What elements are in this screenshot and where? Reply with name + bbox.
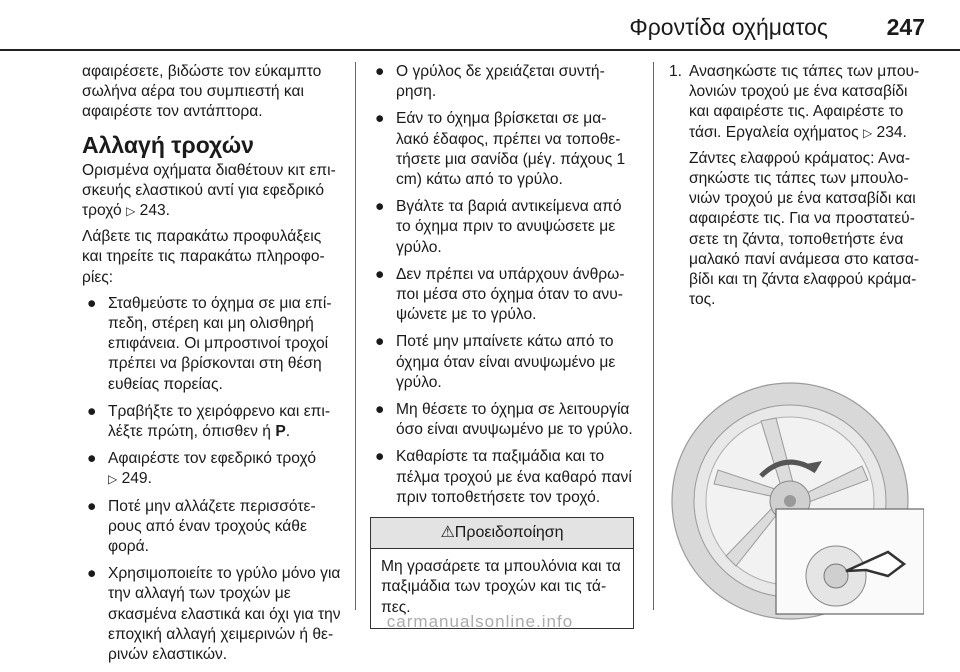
page-ref-link[interactable]: 249. bbox=[121, 470, 152, 488]
column-divider bbox=[355, 62, 356, 610]
wheel-cap-removal-illustration bbox=[666, 326, 924, 626]
page-ref-link[interactable]: 234. bbox=[876, 123, 907, 141]
list-item-text: Ποτέ μην αλλάζετε περισσότερους από έναν τροχούς κάθε φορά. bbox=[108, 497, 316, 556]
bullet-icon: ● bbox=[87, 450, 97, 468]
header-title: Φροντίδα οχήματος bbox=[629, 14, 828, 40]
bullet-icon: ● bbox=[375, 110, 385, 128]
list-item bbox=[82, 449, 344, 489]
list-item-text: Ποτέ μην μπαίνετε κάτω από το όχημα όταν είναι ανυψωμένο με γρύλο. bbox=[396, 333, 616, 391]
paragraph-kit bbox=[82, 161, 344, 222]
detail-bolt bbox=[824, 564, 848, 588]
bullet-icon: ● bbox=[375, 333, 385, 351]
list-item bbox=[370, 265, 634, 326]
list-item bbox=[370, 197, 634, 258]
bullet-icon: ● bbox=[375, 198, 385, 216]
paragraph-precautions: Λάβετε τις παρακάτω προφυλάξεις και τηρείτε τις παρακάτω πληροφορίες: bbox=[82, 228, 325, 286]
list-item-text: Χρησιμοποιείτε το γρύλο μόνο για την αλλαγή των τροχών με σκασμένα ελαστικά και όχι για την εποχική αλλαγή χειμερινών ή θερινών ελαστικών. bbox=[108, 565, 341, 664]
bullet-icon: ● bbox=[87, 497, 97, 515]
bullet-icon: ● bbox=[375, 63, 385, 80]
list-item-text: Τραβήξτε το χειρόφρενο και επιλέξτε πρώτη, όπισθεν ή bbox=[108, 402, 331, 441]
bullet-icon: ● bbox=[375, 448, 385, 466]
gear-p-label: P bbox=[275, 423, 286, 441]
step-number: 1. bbox=[669, 63, 683, 80]
list-item bbox=[370, 332, 634, 393]
bullet-icon: ● bbox=[87, 402, 97, 420]
list-item-text: Αφαιρέστε τον εφεδρικό τροχό bbox=[108, 450, 316, 468]
page-ref-arrow-icon: ▷ bbox=[126, 204, 136, 219]
column-middle bbox=[370, 62, 634, 629]
list-item bbox=[370, 109, 634, 190]
step-subtext: Ζάντες ελαφρού κράματος: Ανασηκώστε τις τάπες των μπουλονιών τροχού με ένα κατσαβίδι και αφαιρέστε τις. Για να προστατεύσετε τη ζάντα, τοποθετήστε ένα μαλακό πανί ανάμεσα στο κατσαβίδι και τη ζάντα ελαφρού κράματος. bbox=[689, 149, 920, 309]
page-ref-link[interactable]: 243. bbox=[139, 202, 171, 220]
list-item-text: Μη θέσετε το όχημα σε λειτουργία όσο είναι ανυψωμένο με το γρύλο. bbox=[396, 401, 633, 439]
list-item-text: Καθαρίστε τα παξιμάδια και το πέλμα τροχού με ένα καθαρό πανί πριν τοποθετήσετε τον τροχό. bbox=[396, 448, 632, 506]
warning-title: Προειδοποίηση bbox=[454, 524, 564, 542]
page-ref-arrow-icon: ▷ bbox=[862, 125, 873, 140]
column-divider bbox=[653, 62, 654, 610]
page-ref-arrow-icon: ▷ bbox=[108, 472, 118, 487]
jack-precautions-list bbox=[370, 62, 634, 508]
page-header bbox=[0, 0, 960, 52]
bullet-icon: ● bbox=[375, 265, 385, 283]
watermark: carmanualsonline.info bbox=[386, 612, 574, 631]
warning-text: Μη γρασάρετε τα μπουλόνια και τα παξιμάδια των τροχών και τις τάπες. bbox=[381, 558, 621, 616]
column-right bbox=[669, 62, 931, 626]
list-item-text: Βγάλτε τα βαριά αντικείμενα από το όχημα πριν το ανυψώσετε με γρύλο. bbox=[396, 198, 622, 256]
hub-center bbox=[784, 495, 796, 507]
intro-paragraph: αφαιρέσετε, βιδώστε τον εύκαμπτο σωλήνα αέρα του συμπιεστή και αφαιρέστε τον αντάπτορα. bbox=[82, 63, 322, 121]
section-heading: Αλλαγή τροχών bbox=[82, 131, 254, 158]
paragraph-kit-text: Ορισμένα οχήματα διαθέτουν κιτ επισκευής ελαστικού αντί για εφεδρικό τροχό bbox=[82, 161, 336, 220]
warning-header bbox=[371, 518, 633, 549]
list-item bbox=[370, 447, 634, 508]
list-item bbox=[370, 62, 634, 102]
list-item-end: . bbox=[285, 423, 291, 441]
list-item bbox=[82, 402, 344, 442]
list-item bbox=[82, 294, 344, 395]
step-1 bbox=[669, 62, 931, 310]
step-text: Ανασηκώστε τις τάπες των μπουλονιών τροχού με ένα κατσαβίδι και αφαιρέστε τις. Αφαιρέστε το τάσι. Εργαλεία οχήματος bbox=[689, 63, 920, 141]
header-rule bbox=[0, 49, 960, 51]
precautions-list bbox=[82, 294, 344, 665]
list-item-text: Σταθμεύστε το όχημα σε μια επίπεδη, στέρεη και μη ολισθηρή επιφάνεια. Οι μπροστινοί τροχοί πρέπει να βρίσκονται στη θέση ευθείας πορείας. bbox=[108, 294, 332, 393]
list-item-text: Ο γρύλος δε χρειάζεται συντήρηση. bbox=[396, 63, 605, 101]
list-item bbox=[82, 497, 344, 558]
bullet-icon: ● bbox=[87, 294, 97, 312]
warning-triangle-icon: ⚠ bbox=[440, 524, 455, 542]
list-item bbox=[370, 400, 634, 440]
column-left bbox=[82, 62, 344, 672]
list-item-text: Εάν το όχημα βρίσκεται σε μαλακό έδαφος, πρέπει να τοποθετήσετε μια σανίδα (μέγ. πάχους 1 cm) κάτω από το γρύλο. bbox=[396, 110, 626, 189]
bullet-icon: ● bbox=[87, 565, 97, 583]
page-number: 247 bbox=[886, 14, 925, 40]
bullet-icon: ● bbox=[375, 401, 385, 419]
list-item-text: Δεν πρέπει να υπάρχουν άνθρωποι μέσα στο όχημα όταν το ανυψώνετε με το γρύλο. bbox=[396, 265, 625, 324]
